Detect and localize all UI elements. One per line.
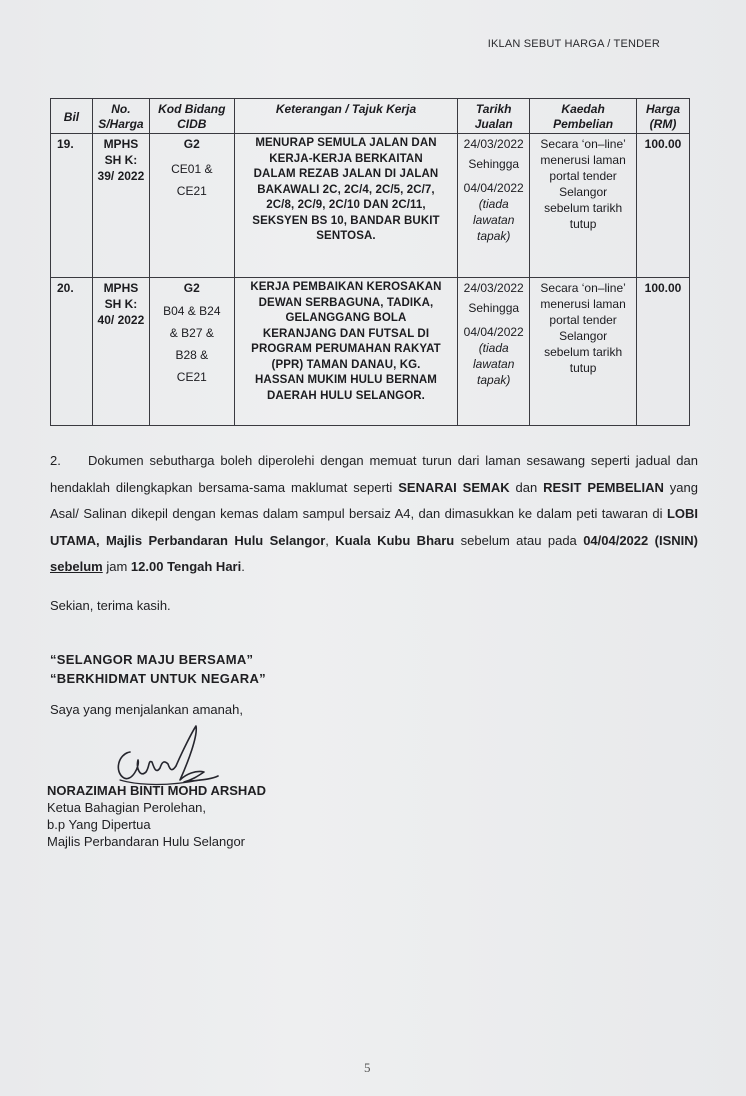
row-keterangan: MENURAP SEMULA JALAN DAN KERJA-KERJA BERKAITAN DALAM REZAB JALAN DI JALAN BAKAWALI 2C, 2C/4, 2C/5, 2C/7, 2C/8, 2C/9, 2C/10 DAN 2C/11, SEKSYEN BS 10, BANDAR BUKIT SENTOSA. (234, 134, 458, 278)
table-row (51, 134, 690, 278)
row-bil: 20. (51, 278, 93, 426)
motto-line-2: “BERKHIDMAT UNTUK NEGARA” (50, 671, 266, 686)
paragraph-number: 2. (50, 453, 61, 468)
header-tarikh: Tarikh Jualan (458, 99, 530, 134)
row-tarikh: 24/03/2022 Sehingga 04/04/2022 (tiada lawatan tapak) (458, 134, 530, 278)
row-kod: G2 CE01 & CE21 (149, 134, 234, 278)
motto-line-1: “SELANGOR MAJU BERSAMA” (50, 652, 254, 667)
signer-bp: b.p Yang Dipertua (47, 817, 151, 832)
header-bil: Bil (51, 99, 93, 134)
motto (50, 650, 266, 688)
row-harga: 100.00 (637, 278, 690, 426)
signer-block (47, 782, 266, 850)
row-bil: 19. (51, 134, 93, 278)
header-kaedah: Kaedah Pembelian (530, 99, 637, 134)
header-kod: Kod Bidang CIDB (149, 99, 234, 134)
signer-org: Majlis Perbandaran Hulu Selangor (47, 834, 246, 849)
header-no: No. S/Harga (92, 99, 149, 134)
table-row (51, 278, 690, 426)
row-kaedah: Secara ‘on–line’ menerusi laman portal tender Selangor sebelum tarikh tutup (530, 134, 637, 278)
closing-thanks: Sekian, terima kasih. (50, 598, 171, 613)
row-kod: G2 B04 & B24 & B27 & B28 & CE21 (149, 278, 234, 426)
header-title: IKLAN SEBUT HARGA / TENDER (487, 38, 660, 50)
table-header-row (51, 99, 690, 134)
signer-name: NORAZIMAH BINTI MOHD ARSHAD (47, 783, 267, 798)
row-harga: 100.00 (637, 134, 690, 278)
row-no: MPHS SH K: 39/ 2022 (92, 134, 149, 278)
closing-line: Saya yang menjalankan amanah, (50, 702, 243, 717)
row-no: MPHS SH K: 40/ 2022 (92, 278, 149, 426)
tender-table (50, 98, 690, 426)
row-kaedah: Secara ‘on–line’ menerusi laman portal tender Selangor sebelum tarikh tutup (530, 278, 637, 426)
signer-title: Ketua Bahagian Perolehan, (47, 800, 207, 815)
row-tarikh: 24/03/2022 Sehingga 04/04/2022 (tiada lawatan tapak) (458, 278, 530, 426)
instruction-paragraph: 2. Dokumen sebutharga boleh diperolehi dengan memuat turun dari laman sesawang seperti jadual dan hendaklah dilengkapkan bersama-sama maklumat seperti SENARAI SEMAK dan RESIT PEMBELIAN yang Asal/ Salinan dikepil dengan kemas dalam sampul bersaiz A4, dan dimasukkan ke dalam peti tawaran di LOBI UTAMA, Majlis Perbandaran Hulu Selangor, Kuala Kubu Bharu sebelum atau pada 04/04/2022 (ISNIN) sebelum jam 12.00 Tengah Hari. (50, 448, 698, 581)
row-keterangan: KERJA PEMBAIKAN KEROSAKAN DEWAN SERBAGUNA, TADIKA, GELANGGANG BOLA KERANJANG DAN FUTSAL DI PROGRAM PERUMAHAN RAKYAT (PPR) TAMAN DANAU, KG. HASSAN MUKIM HULU BERNAM DAERAH HULU SELANGOR. (234, 278, 458, 426)
header-harga: Harga (RM) (637, 99, 690, 134)
page-number: 5 (364, 1060, 371, 1075)
header-keterangan: Keterangan / Tajuk Kerja (234, 99, 458, 134)
